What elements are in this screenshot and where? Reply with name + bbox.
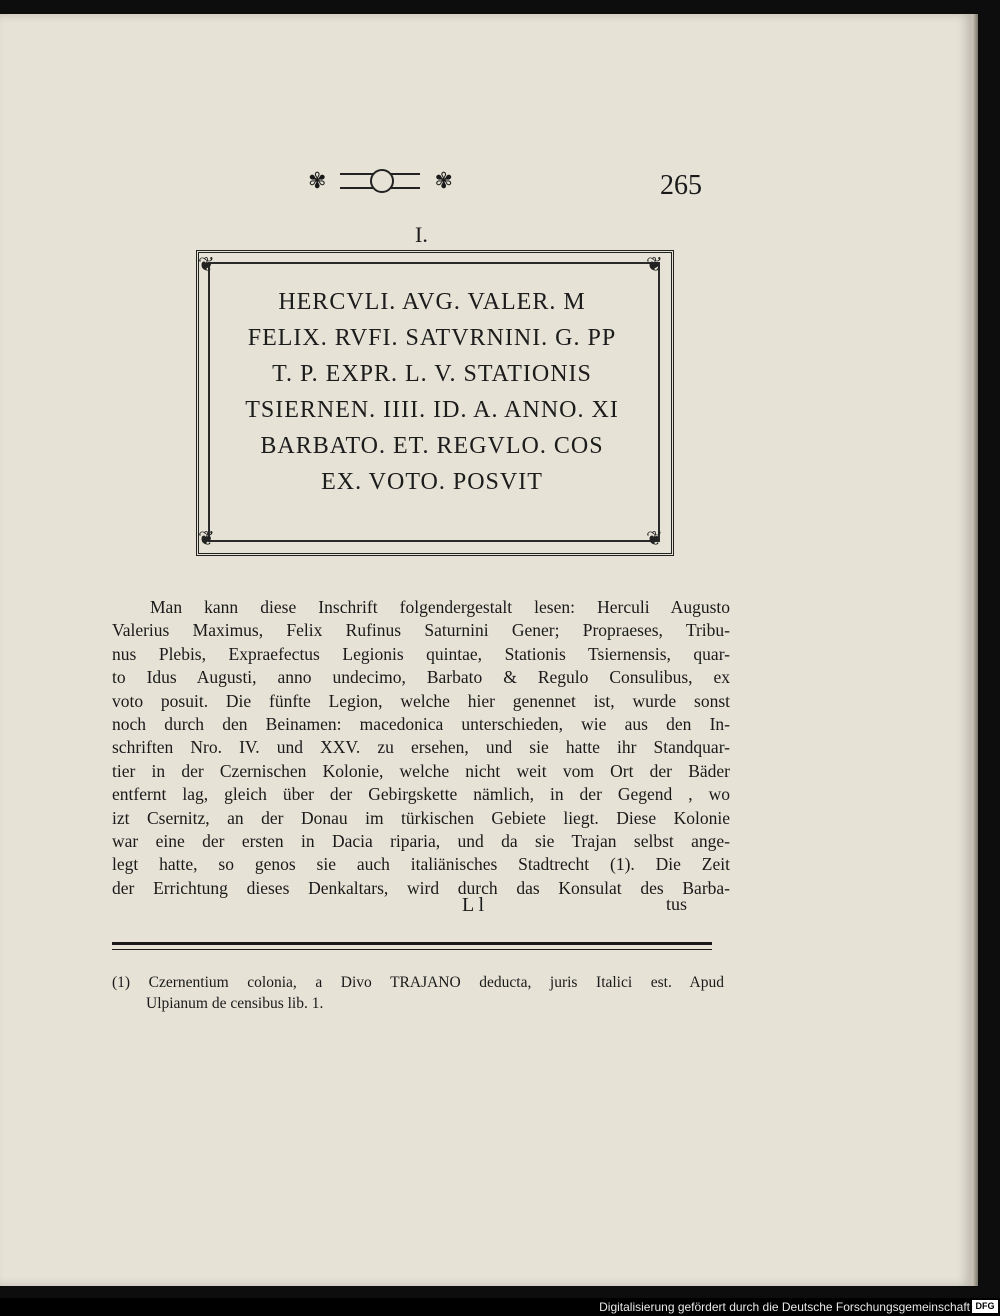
inscription-line: T. P. EXPR. L. V. STATIONIS (272, 361, 592, 387)
body-line: war eine der ersten in Dacia riparia, und da sie Trajan selbst ange- (112, 831, 730, 852)
frame-corner-icon: ❦ (198, 254, 215, 276)
body-line: entfernt lag, gleich über der Gebirgskette nämlich, in der Gegend , wo (112, 784, 730, 805)
body-line: schriften Nro. IV. und XXV. zu ersehen, und sie hatte ihr Standquar- (112, 737, 730, 758)
body-line: noch durch den Beinamen: macedonica unterschieden, wie aus den In- (112, 714, 730, 735)
signature-mark: L l (462, 894, 485, 916)
body-line: to Idus Augusti, anno undecimo, Barbato & Regulo Consulibus, ex (112, 667, 730, 688)
ornament-right-icon: ✾ (434, 168, 453, 193)
frame-corner-icon: ❦ (198, 528, 215, 550)
digitization-credit: Digitalisierung gefördert durch die Deutsche Forschungsgemeinschaft (599, 1300, 970, 1314)
footnote-rule (112, 942, 712, 945)
inscription-line: TSIERNEN. IIII. ID. A. ANNO. XI (245, 397, 619, 423)
inscription-number: I. (415, 222, 428, 247)
page-number: 265 (660, 170, 702, 201)
body-line: tier in der Czernischen Kolonie, welche nicht weit vom Ort der Bäder (112, 760, 730, 781)
body-line: izt Csernitz, an der Donau im türkischen Gebiete liegt. Diese Kolonie (112, 807, 730, 828)
inscription-line: EX. VOTO. POSVIT (321, 469, 543, 495)
footnote-line: Ulpianum de censibus lib. 1. (146, 995, 324, 1012)
inscription-line: HERCVLI. AVG. VALER. M (278, 289, 586, 315)
dfg-logo: DFG (972, 1300, 998, 1313)
body-line: nus Plebis, Expraefectus Legionis quintae, Stationis Tsiernensis, quar- (112, 643, 730, 664)
catchword: tus (666, 894, 688, 914)
footnote-line: (1) Czernentium colonia, a Divo TRAJANO deducta, juris Italici est. Apud (112, 974, 724, 991)
digitization-credit-bar (0, 1298, 1000, 1316)
body-line: Man kann diese Inschrift folgendergestalt lesen: Herculi Augusto (150, 597, 730, 617)
inscription-line: BARBATO. ET. REGVLO. COS (260, 433, 604, 459)
inscription-text (210, 284, 654, 500)
body-line: legt hatte, so genos sie auch italiänisches Stadtrecht (1). Die Zeit (112, 854, 730, 875)
frame-corner-icon: ❦ (646, 528, 663, 550)
rope-knot-ornament (340, 173, 420, 189)
footnote-rule-thin (112, 949, 712, 950)
ornament-left-icon: ✾ (308, 168, 327, 193)
body-line: Valerius Maximus, Felix Rufinus Saturnini Gener; Propraeses, Tribu- (112, 620, 730, 641)
header-ornament (308, 168, 528, 194)
footnote (112, 972, 724, 1014)
body-line: der Errichtung dieses Denkaltars, wird durch das Konsulat des Barba- (112, 877, 730, 898)
frame-corner-icon: ❦ (646, 254, 663, 276)
body-paragraph (112, 596, 730, 900)
body-line: voto posuit. Die fünfte Legion, welche hier genennet ist, wurde sonst (112, 690, 730, 711)
inscription-line: FELIX. RVFI. SATVRNINI. G. PP (247, 325, 617, 351)
page-edge (972, 14, 978, 1286)
